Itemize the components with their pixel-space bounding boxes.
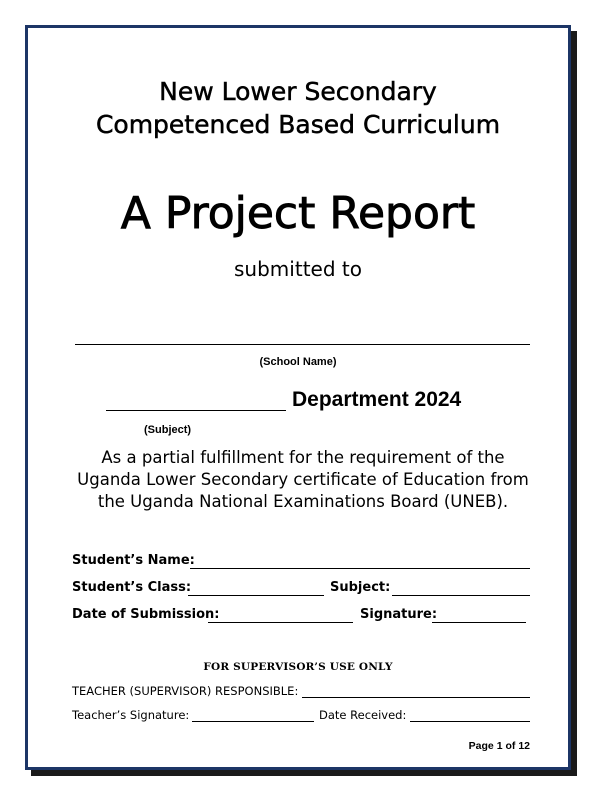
curriculum-heading-line1: New Lower Secondary	[159, 77, 437, 106]
curriculum-heading	[28, 75, 568, 141]
subject-hint-label: (Subject)	[144, 424, 192, 436]
teacher-responsible-row	[72, 684, 532, 702]
teacher-signature-row	[72, 708, 532, 726]
department-row	[106, 386, 546, 416]
supervisor-heading: FOR SUPERVISOR’S USE ONLY	[203, 661, 393, 673]
subject-field[interactable]	[392, 595, 530, 596]
page-current: 1	[496, 740, 503, 752]
report-title: A Project Report	[120, 188, 476, 239]
student-class-field[interactable]	[188, 595, 324, 596]
curriculum-heading-line2: Competenced Based Curriculum	[95, 110, 501, 139]
submission-row	[72, 607, 532, 627]
page-of: of	[505, 740, 516, 752]
document-page	[25, 25, 571, 770]
page-prefix: Page	[468, 740, 494, 752]
teacher-signature-label: Teacher’s Signature:	[72, 708, 190, 722]
subject-field-label: Subject:	[330, 580, 391, 595]
date-received-field[interactable]	[410, 721, 530, 722]
page-total: 12	[518, 740, 530, 752]
fulfillment-statement	[73, 447, 533, 513]
fulfillment-line2: Uganda Lower Secondary certificate of Education from	[77, 470, 529, 489]
fulfillment-line3: the Uganda National Examinations Board (UNEB).	[97, 492, 509, 511]
date-of-submission-field[interactable]	[208, 622, 353, 623]
signature-label: Signature:	[360, 607, 438, 622]
fulfillment-line1: As a partial fulfillment for the requirement of the	[101, 448, 505, 467]
teacher-responsible-label: TEACHER (SUPERVISOR) RESPONSIBLE:	[72, 684, 299, 698]
report-subtitle: submitted to	[234, 257, 362, 281]
signature-field[interactable]	[432, 622, 526, 623]
date-received-label: Date Received:	[319, 708, 407, 722]
student-class-label: Student’s Class:	[72, 580, 192, 595]
student-name-label: Student’s Name:	[72, 553, 195, 568]
subject-blank[interactable]	[106, 410, 286, 411]
school-name-blank[interactable]	[75, 344, 530, 345]
date-of-submission-label: Date of Submission:	[72, 607, 220, 622]
student-name-field[interactable]	[190, 568, 530, 569]
school-name-label: (School Name)	[259, 356, 337, 368]
teacher-signature-field[interactable]	[192, 721, 314, 722]
teacher-responsible-field[interactable]	[302, 697, 530, 698]
student-name-row	[72, 553, 532, 573]
student-class-row	[72, 580, 532, 600]
department-text: Department 2024	[292, 388, 462, 411]
page-number	[469, 740, 530, 752]
